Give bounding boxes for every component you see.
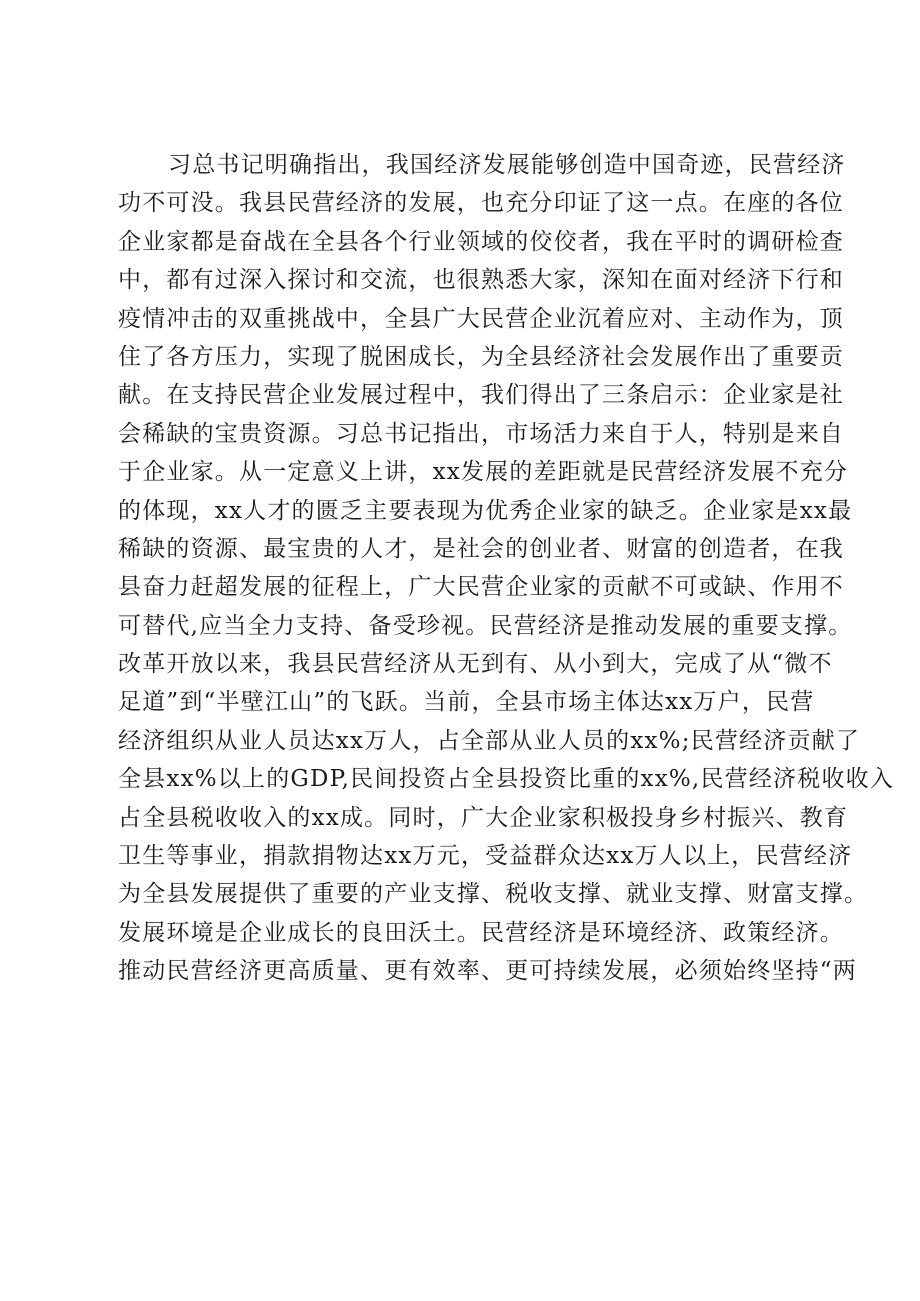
text-line: 足道”到“半壁江山”的飞跃。当前，全县市场主体达xx万户，民营 [118, 689, 815, 716]
text-line: 中，都有过深入探讨和交流，也很熟悉大家，深知在面对经济下行和 [118, 267, 844, 294]
text-line: 于企业家。从一定意义上讲，xx发展的差距就是民营经济发展不充分 [118, 459, 849, 486]
text-line: 全县xx%以上的GDP,民间投资占全县投资比重的xx%,民营经济税收收入 [118, 766, 895, 793]
text-line: 疫情冲击的双重挑战中，全县广大民营企业沉着应对、主动作为，顶 [118, 305, 844, 332]
text-line: 为全县发展提供了重要的产业支撑、税收支撑、就业支撑、财富支撑。 [118, 881, 869, 908]
text-line: 卫生等事业，捐款捐物达xx万元，受益群众达xx万人以上，民营经济 [118, 843, 853, 870]
text-line: 住了各方压力，实现了脱困成长，为全县经济社会发展作出了重要贡 [118, 343, 844, 370]
text-line: 功不可没。我县民营经济的发展，也充分印证了这一点。在座的各位 [118, 190, 844, 217]
text-line: 稀缺的资源、最宝贵的人才，是社会的创业者、财富的创造者，在我 [118, 535, 844, 562]
text-line: 改革开放以来，我县民营经济从无到有、从小到大，完成了从“微不 [118, 651, 833, 678]
text-line: 可替代,应当全力支持、备受珍视。民营经济是推动发展的重要支撑。 [118, 612, 853, 639]
text-line: 县奋力赶超发展的征程上，广大民营企业家的贡献不可或缺、作用不 [118, 574, 844, 601]
text-line: 经济组织从业人员达xx万人，占全部从业人员的xx%;民营经济贡献了 [118, 727, 861, 754]
body-paragraph [118, 146, 895, 991]
text-line: 企业家都是奋战在全县各个行业领域的佼佼者，我在平时的调研检查 [118, 228, 844, 255]
text-line: 会稀缺的宝贵资源。习总书记指出，市场活力来自于人，特别是来自 [118, 420, 844, 447]
text-line: 献。在支持民营企业发展过程中，我们得出了三条启示：企业家是社 [118, 382, 844, 409]
text-line: 推动民营经济更高质量、更有效率、更可持续发展，必须始终坚持“两 [118, 958, 857, 985]
text-line: 占全县税收收入的xx成。同时，广大企业家积极投身乡村振兴、教育 [118, 804, 849, 831]
text-line: 习总书记明确指出，我国经济发展能够创造中国奇迹，民营经济 [168, 152, 846, 178]
text-line: 的体现，xx人才的匮乏主要表现为优秀企业家的缺乏。企业家是xx最 [118, 497, 853, 524]
text-line: 发展环境是企业成长的良田沃土。民营经济是环境经济、政策经济。 [118, 919, 844, 946]
